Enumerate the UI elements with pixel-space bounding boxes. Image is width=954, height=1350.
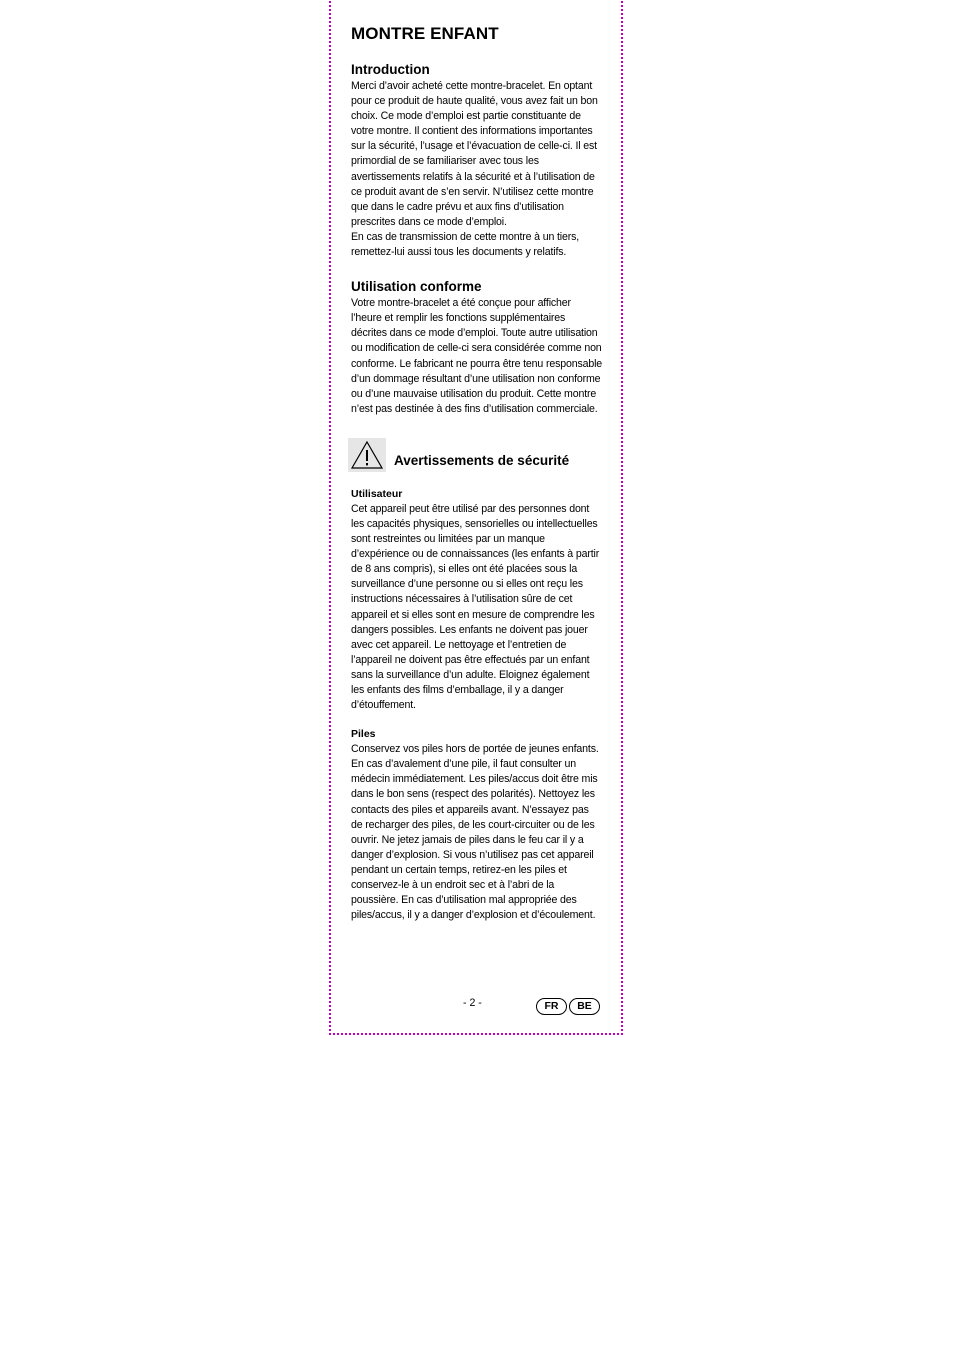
lang-badge-be: BE <box>569 998 600 1015</box>
batteries-subsection <box>351 727 603 923</box>
document-title: MONTRE ENFANT <box>351 24 499 43</box>
introduction-section <box>351 61 603 260</box>
introduction-paragraph-1: Merci d’avoir acheté cette montre-bracelet. En optant pour ce produit de haute qualité, vous avez fait un bon choix. Ce mode d’emploi est partie constituante de votre montre. Il contient des informations importantes sur la sécurité, l’usage et l’évacuation de celle-ci. Il est primordial de se familiariser avec tous les avertissements relatifs à la sécurité et à l’utilisation de ce produit avant de s’en servir. N’utilisez cette montre que dans le cadre prévu et aux fins d’utilisation prescrites dans ce mode d’emploi. <box>351 80 598 228</box>
batteries-heading: Piles <box>351 728 376 741</box>
user-paragraph: Cet appareil peut être utilisé par des personnes dont les capacités physiques, sensorielles ou intellectuelles sont restreintes ou limitées par un manque d’expérience ou de connaissances (les enfants à partir de 8 ans compris), si elles ont été placées sous la surveillance d’une personne ou si elles ont reçu les instructions nécessaires à l’utilisation sûre de cet appareil et si elles sont en mesure de comprendre les dangers possibles. Les enfants ne doivent pas jouer avec cet appareil. Le nettoyage et l’entretien de l’appareil ne doivent pas être effectués par un enfant sans la surveillance d’un adulte. Eloignez également les enfants des films d’emballage, il y a danger d’étouffement. <box>351 502 600 712</box>
introduction-paragraph-2: En cas de transmission de cette montre à un tiers, remettez-lui aussi tous les documents y relatifs. <box>351 230 580 259</box>
batteries-paragraph: Conservez vos piles hors de portée de jeunes enfants. En cas d’avalement d’une pile, il faut consulter un médecin immédiatement. Les piles/accus doit être mis dans le bon sens (respect des polarités). Nettoyez les contacts des piles et appareils avant. N’essayez pas de recharger des piles, de les court-circuiter ou de les ouvrir. Ne jetez jamais de piles dans le feu car il y a danger d’explosion. Si vous n’utilisez pas cet appareil pendant un certain temps, retirez-en les piles et conservez-le à un endroit sec et à l’abri de la poussière. En cas d’utilisation mal appropriée des piles/accus, il y a danger d’explosion et d’écoulement. <box>351 743 599 922</box>
intended-use-heading: Utilisation conforme <box>351 279 482 295</box>
page-footer <box>351 995 603 1017</box>
introduction-heading: Introduction <box>351 62 430 77</box>
warning-triangle-icon <box>348 438 386 472</box>
user-subsection <box>351 487 603 713</box>
lang-badge-fr: FR <box>536 998 567 1015</box>
page-number: - 2 - <box>463 997 482 1009</box>
intended-use-section <box>351 278 603 417</box>
user-heading: Utilisateur <box>351 487 403 500</box>
safety-warnings-header <box>348 437 603 473</box>
safety-warnings-heading: Avertissements de sécurité <box>394 452 570 468</box>
intended-use-paragraph: Votre montre-bracelet a été conçue pour afficher l’heure et remplir les fonctions supplémentaires décrites dans ce mode d’emploi. Toute autre utilisation ou modification de celle-ci sera considérée comme non conforme. Le fabricant ne pourra être tenu responsable d’un dommage résultant d’une utilisation non conforme ou d’une mauvaise utilisation du produit. Cette montre n’est pas destinée à des fins d’utilisation commerciale. <box>351 297 603 415</box>
document-content <box>351 22 603 923</box>
